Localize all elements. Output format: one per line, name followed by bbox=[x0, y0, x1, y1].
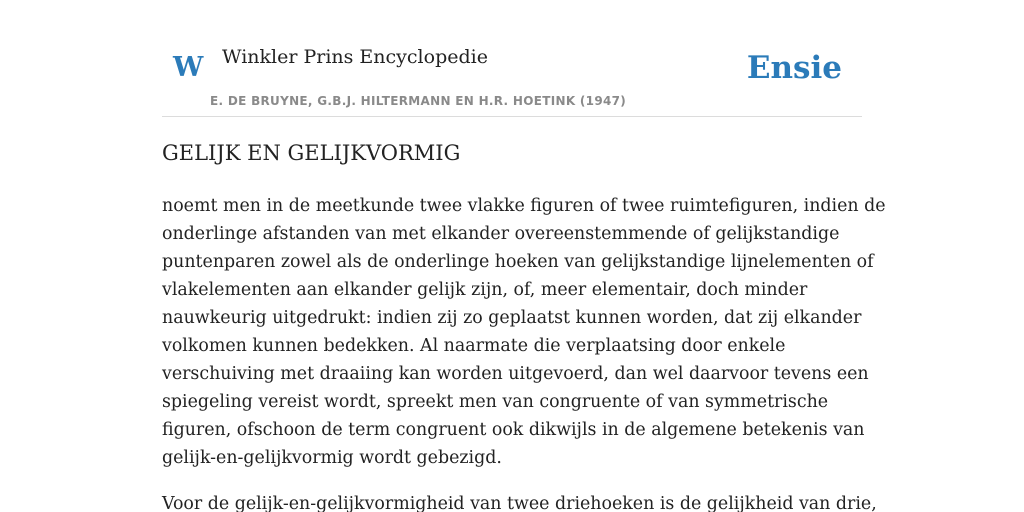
article-paragraph-1 bbox=[162, 192, 886, 472]
text-line: noemt men in de meetkunde twee vlakke figuren of twee ruimtefiguren, indien de bbox=[162, 196, 886, 216]
text-line: figuren, ofschoon de term congruent ook dikwijls in de algemene betekenis van bbox=[162, 420, 865, 440]
site-title[interactable]: Winkler Prins Encyclopedie bbox=[222, 46, 488, 68]
authors-byline: E. DE BRUYNE, G.B.J. HILTERMANN EN H.R. HOETINK (1947) bbox=[210, 94, 627, 108]
article-title: GELIJK EN GELIJKVORMIG bbox=[162, 141, 461, 165]
text-line: volkomen kunnen bedekken. Al naarmate die verplaatsing door enkele bbox=[162, 336, 786, 356]
text-line: vlakelementen aan elkander gelijk zijn, of, meer elementair, doch minder bbox=[162, 280, 808, 300]
article-body bbox=[162, 192, 886, 512]
text-line: verschuiving met draaiing kan worden uitgevoerd, dan wel daarvoor tevens een bbox=[162, 364, 869, 384]
text-line: onderlinge afstanden van met elkander overeenstemmende of gelijkstandige bbox=[162, 224, 840, 244]
winkler-prins-logo[interactable]: W bbox=[173, 52, 204, 83]
text-line: nauwkeurig uitgedrukt: indien zij zo geplaatst kunnen worden, dat zij elkander bbox=[162, 308, 862, 328]
site-header bbox=[162, 40, 862, 117]
text-line: spiegeling vereist wordt, spreekt men van congruente of van symmetrische bbox=[162, 392, 829, 412]
ensie-brand-logo[interactable]: Ensie bbox=[746, 50, 842, 86]
text-line: gelijk-en-gelijkvormig wordt gebezigd. bbox=[162, 448, 502, 468]
text-line: Voor de gelijk-en-gelijkvormigheid van twee driehoeken is de gelijkheid van drie, bbox=[162, 494, 877, 512]
article-paragraph-2 bbox=[162, 490, 877, 512]
text-line: puntenparen zowel als de onderlinge hoeken van gelijkstandige lijnelementen of bbox=[162, 252, 874, 272]
